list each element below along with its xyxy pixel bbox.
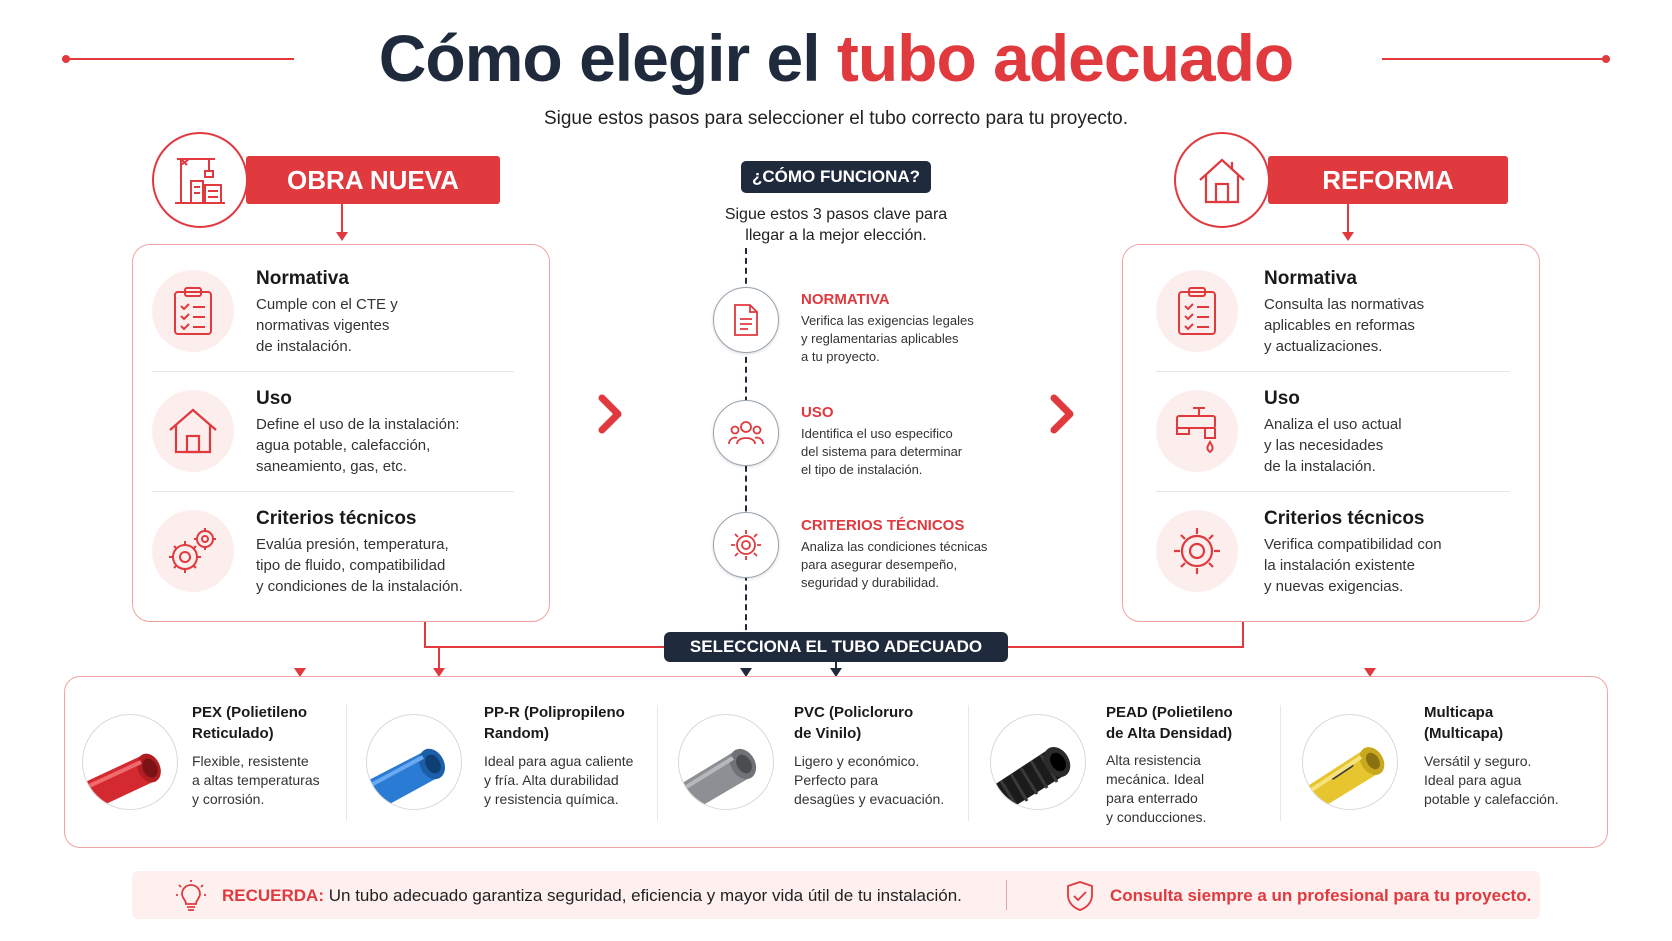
reforma-normativa-title: Normativa	[1264, 268, 1357, 289]
obra-uso-title: Uso	[256, 388, 292, 409]
right-panel-drop	[1242, 622, 1244, 647]
reforma-normativa-desc: Consulta las normativas aplicables en reformas y actualizaciones.	[1264, 296, 1425, 355]
step-criterios-desc: Analiza las condiciones técnicas para asegurar desempeño, seguridad y durabilidad.	[801, 539, 988, 590]
obra-nueva-banner: OBRA NUEVA	[246, 156, 500, 204]
obra-normativa-title: Normativa	[256, 268, 349, 289]
obra-divider-1	[152, 371, 514, 372]
obra-criterios-desc: Evalúa presión, temperatura, tipo de fluido, compatibilidad y condiciones de la instalación.	[256, 536, 463, 595]
pex-pipe-icon	[83, 715, 178, 810]
obra-criterios-icon-wrap	[152, 510, 234, 592]
consult-text: Consulta siempre a un profesional para tu proyecto.	[1110, 886, 1532, 905]
construction-icon	[171, 151, 229, 209]
pead-pipe-icon	[991, 715, 1086, 810]
multicapa-desc: Versátil y seguro. Ideal para agua potable y calefacción.	[1424, 753, 1559, 807]
pead-name: PEAD (Polietileno de Alta Densidad)	[1106, 704, 1233, 742]
obra-nueva-connector	[341, 204, 343, 232]
pead-pipe-image	[990, 714, 1086, 810]
reforma-connector	[1347, 204, 1349, 232]
reforma-criterios-icon-wrap	[1156, 510, 1238, 592]
house-icon	[1194, 152, 1250, 208]
title-right-dot	[1602, 55, 1610, 63]
obra-criterios-title: Criterios técnicos	[256, 508, 417, 529]
step-uso-ring	[713, 400, 779, 466]
obra-nueva-ring	[152, 132, 248, 228]
step-criterios-title: CRITERIOS TÉCNICOS	[801, 517, 965, 534]
pex-name: PEX (Polietileno Reticulado)	[192, 704, 308, 742]
step-normativa-title: NORMATIVA	[801, 291, 890, 308]
chevron-right-icon	[594, 392, 628, 436]
pipe-separator	[657, 705, 658, 821]
multicapa-name: Multicapa (Multicapa)	[1424, 704, 1504, 742]
remember-label: RECUERDA:	[222, 886, 324, 905]
pipe-separator	[1280, 705, 1281, 821]
remember-text: Un tubo adecuado garantiza seguridad, eficiencia y mayor vida útil de tu instalación.	[328, 886, 962, 905]
right-horizontal-connector	[1006, 646, 1244, 648]
step-normativa-desc: Verifica las exigencias legales y reglamentarias aplicables a tu proyecto.	[801, 313, 974, 364]
multicapa-pipe-image	[1302, 714, 1398, 810]
left-branch	[438, 646, 440, 668]
obra-normativa-desc: Cumple con el CTE y normativas vigentes de instalación.	[256, 296, 398, 355]
reforma-normativa-icon-wrap	[1156, 270, 1238, 352]
pvc-pipe-icon	[679, 715, 774, 810]
pvc-pipe-image	[678, 714, 774, 810]
obra-uso-desc: Define el uso de la instalación: agua potable, calefacción, saneamiento, gas, etc.	[256, 416, 460, 475]
chevron-right-icon	[1046, 392, 1080, 436]
lightbulb-icon	[176, 880, 206, 912]
pvc-desc: Ligero y económico. Perfecto para desagües y evacuación.	[794, 753, 945, 807]
pex-pipe-image	[82, 714, 178, 810]
reforma-divider-1	[1156, 371, 1510, 372]
reforma-arrow	[1342, 232, 1354, 241]
gear-icon	[1170, 524, 1224, 578]
title-part-2: tubo adecuado	[836, 21, 1294, 95]
title-part-1: Cómo elegir el	[378, 21, 820, 95]
users-icon	[727, 418, 765, 448]
checklist-icon	[171, 286, 215, 336]
gear-icon	[729, 528, 763, 562]
select-pipe-badge: SELECCIONA EL TUBO ADECUADO	[664, 632, 1008, 662]
footer-divider	[1006, 880, 1007, 910]
reforma-uso-icon-wrap	[1156, 390, 1238, 472]
reforma-criterios-title: Criterios técnicos	[1264, 508, 1425, 529]
shield-check-icon	[1066, 880, 1094, 912]
reforma-banner: REFORMA	[1268, 156, 1508, 204]
reforma-uso-desc: Analiza el uso actual y las necesidades de la instalación.	[1264, 416, 1402, 475]
obra-nueva-arrow	[336, 232, 348, 241]
step-uso-desc: Identifica el uso especifico del sistema para determinar el tipo de instalación.	[801, 426, 963, 477]
step-criterios-ring	[713, 512, 779, 578]
ppr-name: PP-R (Polipropileno Random)	[484, 704, 625, 742]
gears-icon	[165, 525, 221, 577]
obra-normativa-icon-wrap	[152, 270, 234, 352]
house-icon	[166, 406, 220, 456]
reforma-ring	[1174, 132, 1270, 228]
reforma-divider-2	[1156, 491, 1510, 492]
multicapa-pipe-icon	[1303, 715, 1398, 810]
ppr-pipe-icon	[367, 715, 462, 810]
ppr-desc: Ideal para agua caliente y fría. Alta durabilidad y resistencia química.	[484, 753, 634, 807]
document-icon	[731, 303, 761, 337]
page-subtitle: Sigue estos pasos para seleccioner el tubo correcto para tu proyecto.	[543, 108, 1129, 129]
obra-divider-2	[152, 491, 514, 492]
step-uso-title: USO	[801, 404, 834, 421]
ppr-pipe-image	[366, 714, 462, 810]
checklist-icon	[1175, 286, 1219, 336]
remember-line	[222, 886, 962, 906]
pex-desc: Flexible, resistente a altas temperaturas y corrosión.	[192, 753, 320, 807]
how-it-works-badge: ¿CÓMO FUNCIONA?	[741, 161, 931, 193]
faucet-icon	[1171, 404, 1223, 458]
reforma-uso-title: Uso	[1264, 388, 1300, 409]
obra-uso-icon-wrap	[152, 390, 234, 472]
reforma-criterios-desc: Verifica compatibilidad con la instalación existente y nuevas exigencias.	[1264, 536, 1442, 595]
pvc-name: PVC (Policloruro de Vinilo)	[794, 704, 914, 742]
step-normativa-ring	[713, 287, 779, 353]
pead-desc: Alta resistencia mecánica. Ideal para enterrado y conducciones.	[1106, 752, 1207, 825]
how-it-works-intro: Sigue estos 3 pasos clave para llegar a la mejor elección.	[724, 206, 948, 244]
pipe-separator	[346, 705, 347, 821]
title-right-line	[1382, 58, 1604, 60]
left-horizontal-connector	[424, 646, 666, 648]
left-panel-drop	[424, 622, 426, 647]
pipe-separator	[968, 705, 969, 821]
